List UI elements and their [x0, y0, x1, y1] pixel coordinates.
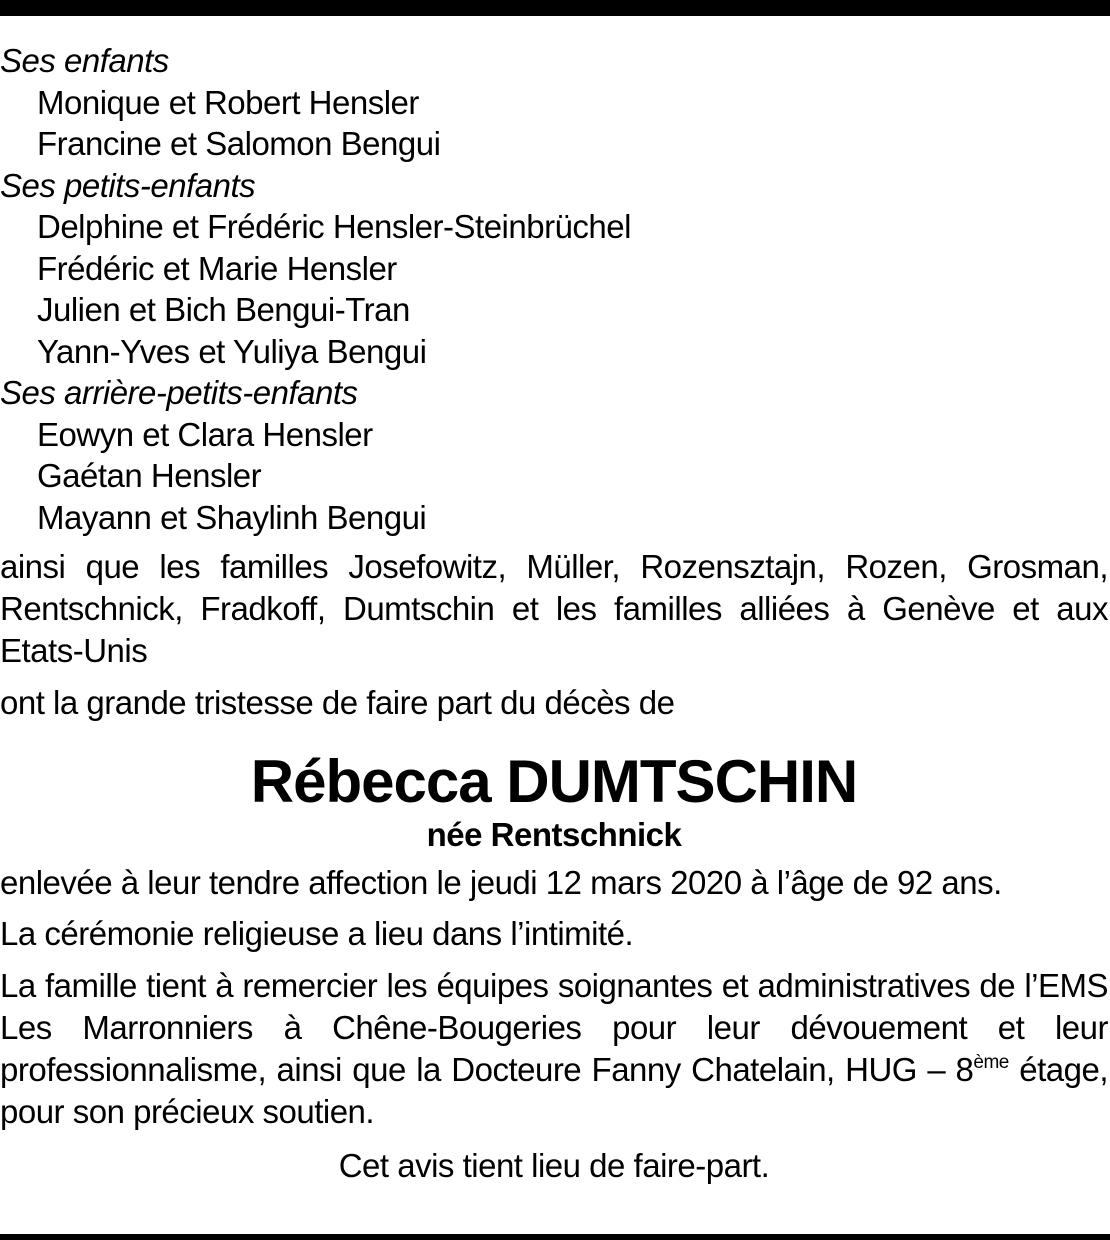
- death-notice: [0, 40, 1108, 1186]
- announcement-line: ont la grande tristesse de faire part du décès de: [0, 684, 675, 721]
- grandchild-name: Frédéric et Marie Hensler: [37, 249, 397, 287]
- birth-name: née Rentschnick: [426, 815, 682, 853]
- bottom-rule: [0, 1234, 1110, 1240]
- grandchild-name: Julien et Bich Bengui-Tran: [37, 291, 410, 328]
- closing-line: Cet avis tient lieu de faire-part.: [338, 1146, 770, 1184]
- grandchildren-group: [0, 165, 1108, 373]
- extended-families-paragraph: ainsi que les familles Josefowitz, Müller, Rozensztajn, Rozen, Grosman, Rentschnick, Fradkoff, Dumtschin et les familles alliées à Genève et aux Etats-Unis: [0, 548, 1108, 669]
- thanks-text-start: La famille tient à remercier les équipes soignantes et administratives de l’EMS Les Marronniers à Chêne-Bougeries pour leur dévouement et leur professionnalisme, ainsi que la Docteure Fanny Chatelain, HUG – 8: [0, 966, 1108, 1088]
- children-heading: Ses enfants: [0, 42, 169, 79]
- grandchildren-heading: Ses petits-enfants: [0, 166, 256, 204]
- ceremony-paragraph: La cérémonie religieuse a lieu dans l’intimité.: [0, 915, 634, 952]
- child-name: Monique et Robert Hensler: [37, 83, 419, 121]
- thanks-text-end: étage, pour son précieux soutien.: [0, 1050, 1109, 1130]
- great-grandchild-name: Gaétan Hensler: [37, 457, 262, 494]
- grandchild-name: Delphine et Frédéric Hensler-Steinbrüchel: [37, 208, 631, 245]
- children-group: [0, 40, 1108, 165]
- floor-ordinal-superscript: ème: [973, 1051, 1009, 1073]
- great-grandchild-name: Eowyn et Clara Hensler: [37, 415, 373, 453]
- child-name: Francine et Salomon Bengui: [37, 125, 441, 162]
- great-grandchild-name: Mayann et Shaylinh Bengui: [37, 498, 427, 536]
- great-grandchildren-group: [0, 372, 1108, 538]
- grandchild-name: Yann-Yves et Yuliya Bengui: [37, 332, 427, 370]
- deceased-name: Rébecca DUMTSCHIN: [250, 747, 858, 815]
- death-date-paragraph: enlevée à leur tendre affection le jeudi 12 mars 2020 à l’âge de 92 ans.: [0, 863, 1002, 901]
- top-rule: [0, 0, 1110, 16]
- great-grandchildren-heading: Ses arrière-petits-enfants: [0, 374, 358, 411]
- thanks-paragraph: [0, 965, 1108, 1133]
